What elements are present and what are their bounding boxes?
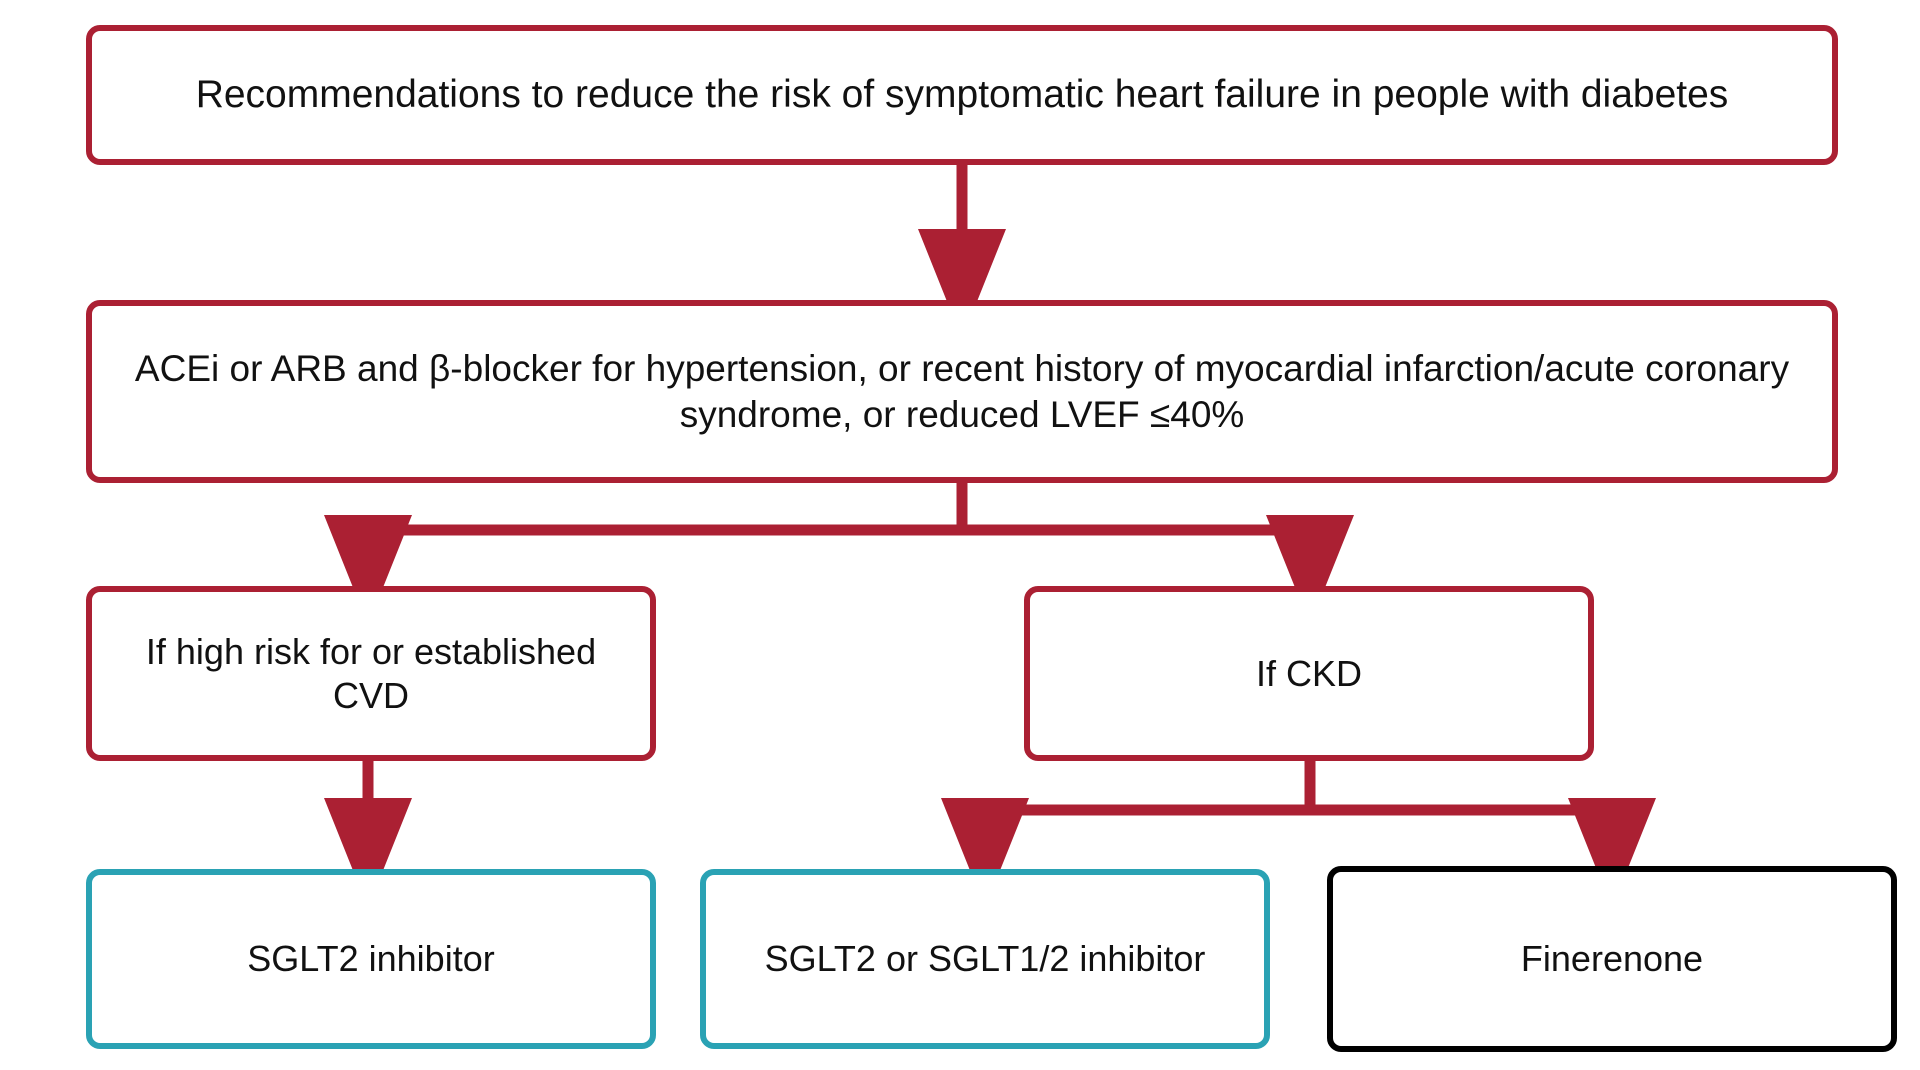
node-finerenone bbox=[1327, 866, 1897, 1052]
connector-ckd-to-outcomes bbox=[985, 761, 1612, 853]
node-label: Finerenone bbox=[1520, 938, 1704, 980]
node-high-risk-cvd bbox=[86, 586, 656, 761]
node-label: If high risk for or established CVD bbox=[145, 630, 597, 716]
node-label: ACEi or ARB and β-blocker for hypertension, or recent history of myocardial infarction/acute coronary syndrome, or reduced LVEF ≤40% bbox=[134, 348, 1790, 435]
node-therapy-criteria bbox=[86, 300, 1838, 483]
node-recommendations-title bbox=[86, 25, 1838, 165]
node-ckd bbox=[1024, 586, 1594, 761]
node-label: Recommendations to reduce the risk of symptomatic heart failure in people with diabetes bbox=[195, 73, 1729, 117]
node-label: If CKD bbox=[1255, 652, 1362, 694]
node-sglt2-inhibitor bbox=[86, 869, 656, 1049]
node-label: SGLT2 or SGLT1/2 inhibitor bbox=[764, 938, 1206, 980]
node-sglt2-or-sglt12-inhibitor bbox=[700, 869, 1270, 1049]
node-label: SGLT2 inhibitor bbox=[247, 938, 495, 980]
connector-therapy-to-branches bbox=[368, 483, 1310, 570]
